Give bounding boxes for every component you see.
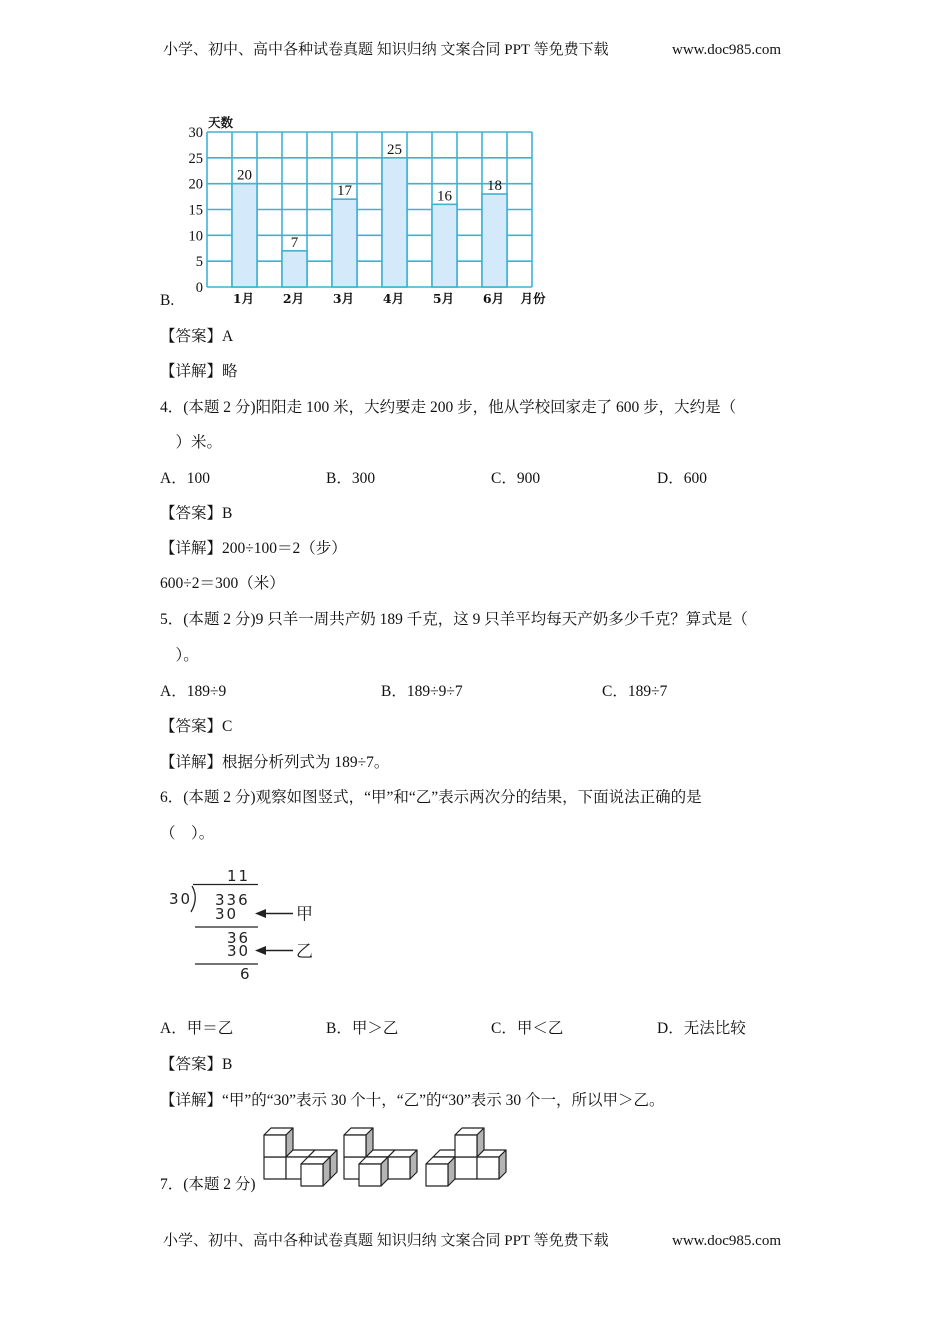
- cube-figure-1: [264, 1128, 337, 1186]
- cube-icon: [388, 1150, 417, 1179]
- arrow-left-icon: [255, 909, 293, 918]
- option-label: C．: [602, 683, 628, 700]
- cube-front-face: [359, 1164, 381, 1186]
- option-text: 甲＞乙: [351, 1020, 399, 1037]
- cube-front-face: [264, 1157, 286, 1179]
- division-quotient: 11: [227, 867, 251, 885]
- cube-front-face: [477, 1157, 499, 1179]
- q6-option-c: [491, 1018, 563, 1040]
- answer-value: A: [222, 328, 234, 345]
- bar-4: [382, 158, 407, 287]
- q4-explanation: [160, 538, 347, 560]
- x-category-label: 2月: [282, 291, 305, 306]
- cube-front-face: [426, 1164, 448, 1186]
- q6-question-line1: 6．(本题 2 分)观察如图竖式，“甲”和“乙”表示两次分的结果，下面说法正确的是: [160, 789, 702, 806]
- option-text: 甲＝乙: [186, 1020, 234, 1037]
- option-text: 189÷7: [627, 683, 668, 700]
- q4-option-a: [160, 468, 210, 490]
- option-label: A．: [160, 683, 187, 700]
- explanation-label: 【详解】: [160, 1092, 223, 1109]
- q4-answer: [160, 503, 232, 525]
- q5-question-line2: ）。: [160, 647, 199, 664]
- x-axis-title: 月份: [520, 291, 546, 306]
- cube-figure-3: [426, 1128, 506, 1186]
- option-text: 189÷9÷7: [406, 683, 463, 700]
- option-label: A．: [160, 470, 187, 487]
- option-text: 300: [351, 470, 376, 487]
- q5-explanation: [160, 752, 389, 774]
- bar-1: [232, 184, 257, 287]
- answer-value: C: [222, 718, 233, 735]
- cube-front-face: [301, 1164, 323, 1186]
- cube-icon: [344, 1128, 373, 1157]
- answer-label: 【答案】: [160, 505, 223, 522]
- q4-option-d: [657, 468, 707, 490]
- explanation-label: 【详解】: [160, 363, 223, 380]
- bar-value-label: 16: [437, 188, 452, 205]
- footer-url: www.doc985.com: [672, 1233, 782, 1249]
- explanation-text: “甲”的“30”表示 30 个十，“乙”的“30”表示 30 个一，所以甲＞乙。: [222, 1092, 665, 1109]
- q5-option-b: [381, 681, 463, 703]
- header-url: www.doc985.com: [672, 42, 782, 58]
- option-label: C．: [491, 1020, 517, 1037]
- division-step1: 30: [215, 905, 239, 923]
- cube-front-face: [388, 1157, 410, 1179]
- explanation-label: 【详解】: [160, 754, 223, 771]
- cube-front-face: [344, 1135, 366, 1157]
- y-tick-label: 15: [188, 202, 203, 219]
- division-divisor: 30: [169, 890, 193, 908]
- explanation-text: 略: [222, 363, 238, 380]
- q5-option-c: [602, 681, 667, 703]
- option-label: B．: [326, 1020, 352, 1037]
- bar-value-label: 18: [487, 178, 502, 194]
- x-category-label: 5月: [432, 291, 455, 306]
- bar-value-label: 25: [387, 141, 402, 158]
- cube-icon: [264, 1128, 293, 1157]
- answer-label: 【答案】: [160, 328, 223, 345]
- explanation-text: 根据分析列式为 189÷7。: [222, 754, 390, 771]
- cube-front-face: [264, 1135, 286, 1157]
- q6-explanation: [160, 1090, 665, 1112]
- bar-value-label: 20: [237, 167, 252, 184]
- bar-5: [432, 204, 457, 287]
- cube-front-face: [455, 1135, 477, 1157]
- option-label: A．: [160, 1020, 187, 1037]
- option-text: 无法比较: [683, 1020, 746, 1037]
- y-tick-label: 0: [195, 280, 203, 296]
- q6-option-a: [160, 1018, 233, 1040]
- y-tick-label: 5: [195, 254, 203, 271]
- cube-figures: [250, 1115, 520, 1195]
- long-division-figure: [160, 860, 330, 985]
- bar-chart-days-per-month: [175, 110, 555, 310]
- option-label: B．: [326, 470, 352, 487]
- q7-question-line1: 7．(本题 2 分): [160, 1176, 256, 1193]
- cube-figure-2: [344, 1128, 417, 1186]
- q3-answer: [160, 326, 233, 348]
- q6-option-d: [657, 1018, 746, 1040]
- option-label: C．: [491, 470, 517, 487]
- cube-icon: [359, 1157, 388, 1186]
- y-tick-label: 30: [188, 125, 203, 141]
- option-text: 600: [683, 470, 707, 487]
- y-axis-title: 天数: [208, 115, 234, 130]
- option-label: D．: [657, 470, 684, 487]
- cube-icon: [455, 1128, 484, 1157]
- bar-6: [482, 194, 507, 287]
- answer-value: B: [222, 505, 233, 522]
- answer-value: B: [222, 1056, 233, 1073]
- option-label: D．: [657, 1020, 684, 1037]
- q6-option-b: [326, 1018, 398, 1040]
- y-tick-label: 20: [188, 176, 203, 193]
- answer-label: 【答案】: [160, 1056, 223, 1073]
- q4-question-line2: ）米。: [160, 434, 223, 451]
- x-category-label: 3月: [332, 291, 355, 306]
- option-text: 甲＜乙: [516, 1020, 564, 1037]
- explanation-text: 200÷100＝2（步）: [222, 540, 347, 557]
- q3-option-b-label: B.: [160, 292, 175, 309]
- y-tick-label: 25: [188, 150, 203, 167]
- answer-label: 【答案】: [160, 718, 223, 735]
- option-text: 189÷9: [186, 683, 227, 700]
- division-partial: 36: [227, 929, 251, 947]
- q3-explanation: [160, 361, 238, 383]
- option-text: 100: [186, 470, 210, 487]
- cube-front-face: [455, 1157, 477, 1179]
- cube-icon: [477, 1150, 506, 1179]
- arrow-left-icon: [255, 946, 293, 955]
- option-text: 900: [516, 470, 541, 487]
- footer-text: 小学、初中、高中各种试卷真题 知识归纳 文案合同 PPT 等免费下载: [163, 1233, 609, 1249]
- bar-2: [282, 251, 307, 287]
- x-category-label: 1月: [232, 291, 255, 306]
- cube-icon: [301, 1157, 330, 1186]
- q5-option-a: [160, 681, 226, 703]
- division-dividend: 336: [215, 891, 250, 909]
- q4-question-line1: 4．(本题 2 分)阳阳走 100 米，大约要走 200 步，他从学校回家走了 600 步，大约是（: [160, 399, 737, 416]
- q4-option-c: [491, 468, 540, 490]
- q6-answer: [160, 1054, 232, 1076]
- y-tick-label: 10: [188, 228, 203, 245]
- x-category-label: 4月: [382, 291, 405, 306]
- division-remainder: 6: [240, 965, 252, 983]
- q6-question-line2: （ ）。: [160, 825, 215, 842]
- header-text: 小学、初中、高中各种试卷真题 知识归纳 文案合同 PPT 等免费下载: [163, 42, 609, 58]
- q5-question-line1: 5．(本题 2 分)9 只羊一周共产奶 189 千克，这 9 只羊平均每天产奶多少千克？算式是（: [160, 611, 748, 628]
- x-category-label: 6月: [482, 291, 505, 306]
- q4-option-b: [326, 468, 375, 490]
- explanation-label: 【详解】: [160, 540, 223, 557]
- bar-value-label: 17: [337, 183, 352, 200]
- option-label: B．: [381, 683, 407, 700]
- cube-icon: [426, 1157, 455, 1186]
- q5-answer: [160, 716, 232, 738]
- bar-value-label: 7: [290, 234, 299, 251]
- bar-3: [332, 199, 357, 287]
- label-yi: 乙: [296, 942, 313, 962]
- label-jia: 甲: [296, 904, 313, 925]
- division-step2: 30: [227, 942, 251, 960]
- q4-explanation-line2: 600÷2＝300（米）: [160, 575, 285, 592]
